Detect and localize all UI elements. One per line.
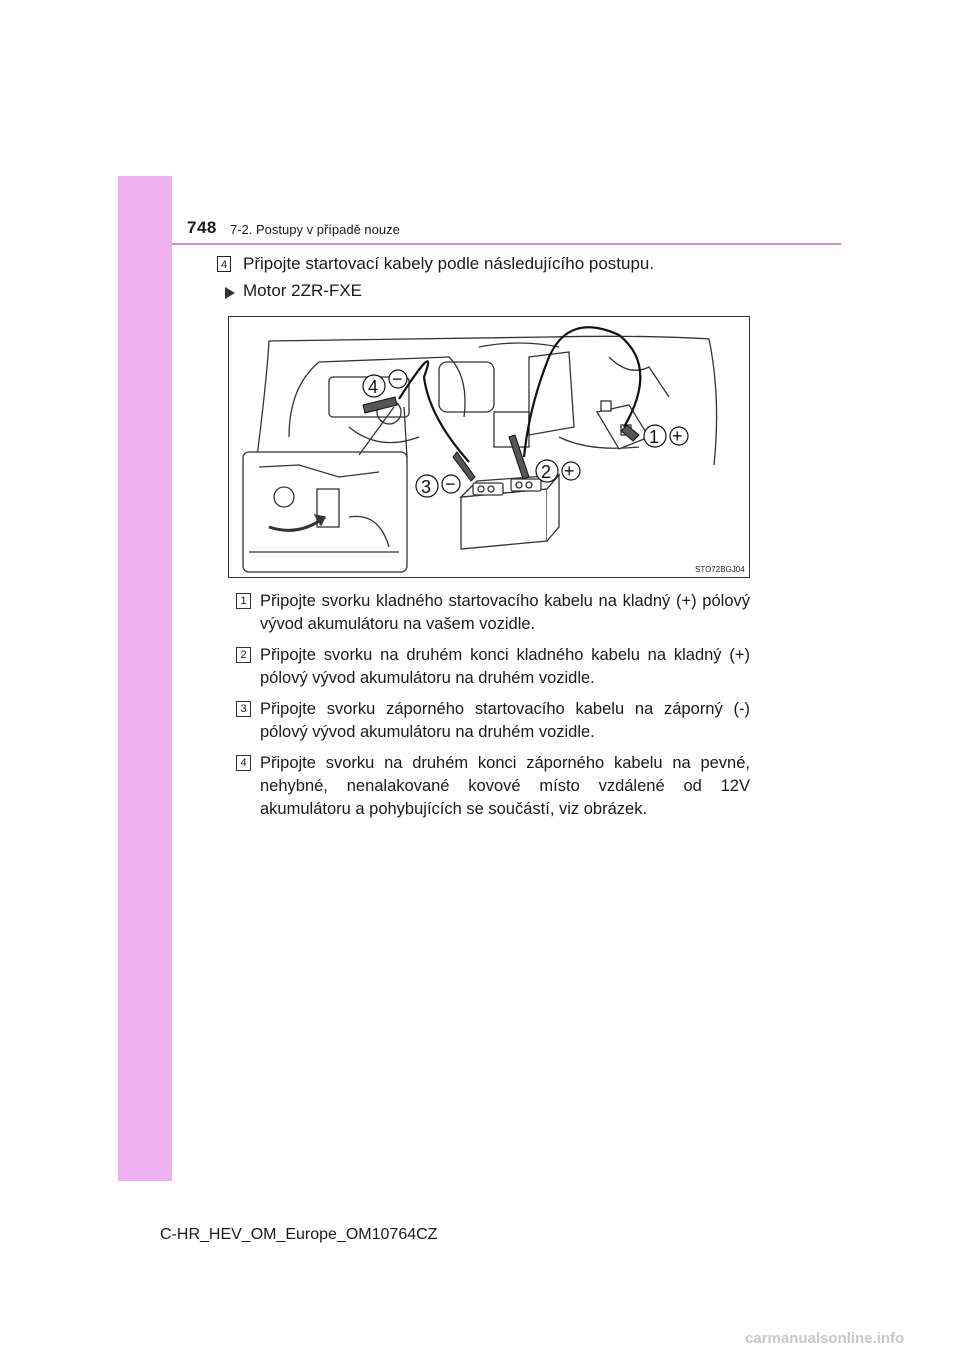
item-number-box: 3	[236, 701, 251, 717]
inset-detail	[243, 407, 407, 572]
list-item	[236, 752, 750, 821]
item-number-box: 1	[236, 593, 251, 609]
list-item	[236, 644, 750, 690]
item-text: Připojte svorku na druhém konci záporného kabelu na pevné, nehybné, nenalakované kovové místo vzdálené od 12V akumulátoru a pohybujících se součástí, viz obrázek.	[260, 754, 750, 818]
figure-code: STO72BGJ04	[695, 565, 745, 574]
list-item	[236, 698, 750, 744]
subsection-label: Motor 2ZR-FXE	[243, 281, 363, 300]
watermark-site[interactable]: carmanualsonline.info	[745, 1330, 905, 1347]
page-number: 748	[187, 218, 217, 237]
item-text: Připojte svorku záporného startovacího kabelu na záporný (-) pólový vývod akumulátoru na druhém vozidle.	[260, 700, 750, 741]
donor-battery-drawing	[461, 475, 559, 549]
item-number-box: 4	[236, 755, 251, 771]
item-text: Připojte svorku kladného startovacího kabelu na kladný (+) pólový vývod akumulátoru na vašem vozidle.	[260, 592, 750, 633]
jump-start-illustration	[228, 316, 750, 578]
list-item	[236, 590, 750, 636]
svg-text:+: +	[564, 461, 575, 481]
chapter-sidebar-tab	[118, 176, 172, 1181]
item-number-box: 2	[236, 647, 251, 663]
vehicle-battery-drawing	[597, 401, 649, 449]
item-text: Připojte svorku na druhém konci kladného kabelu na kladný (+) pólový vývod akumulátoru na druhém vozidle.	[260, 646, 750, 687]
engine-bay-drawing	[257, 336, 717, 465]
callout-4	[363, 369, 407, 397]
document-code: C-HR_HEV_OM_Europe_OM10764CZ	[160, 1226, 438, 1243]
svg-text:1: 1	[649, 427, 660, 447]
triangle-bullet-icon	[225, 287, 235, 299]
section-title: 7-2. Postupy v případě nouze	[230, 222, 400, 237]
svg-text:−: −	[445, 474, 456, 494]
jumper-cables-drawing	[399, 327, 640, 462]
svg-text:4: 4	[368, 377, 379, 397]
svg-text:+: +	[672, 426, 683, 446]
step-text: Připojte startovací kabely podle následujícího postupu.	[243, 254, 655, 273]
callout-3	[416, 474, 460, 497]
step-number-box: 4	[217, 256, 231, 272]
svg-text:−: −	[392, 369, 403, 389]
callout-1	[644, 425, 688, 447]
svg-text:3: 3	[421, 477, 432, 497]
header-divider	[172, 243, 841, 245]
instruction-list	[236, 590, 750, 829]
svg-text:2: 2	[541, 462, 552, 482]
